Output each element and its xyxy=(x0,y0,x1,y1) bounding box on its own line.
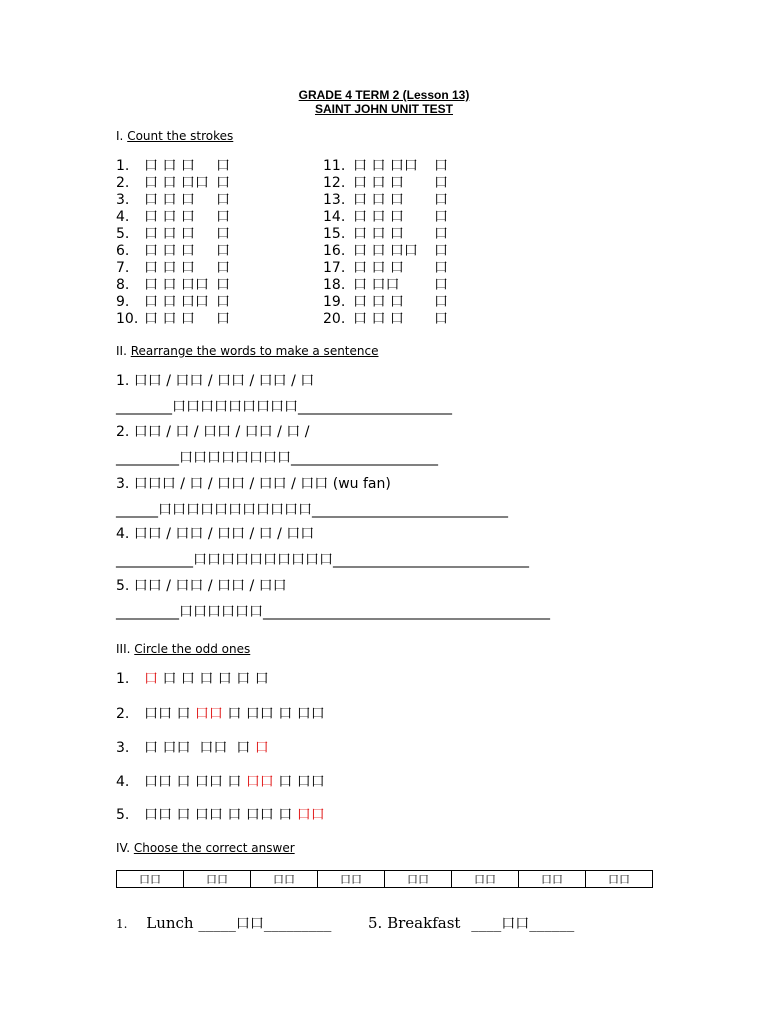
stroke-item-number: 13. xyxy=(323,192,346,208)
stroke-item xyxy=(116,226,356,242)
odd-one-item xyxy=(116,774,325,790)
stroke-count-box[interactable]: 口 xyxy=(216,243,230,259)
answer-blank-prefix[interactable]: ___________ xyxy=(116,552,193,568)
section4-numeral: IV. xyxy=(116,841,131,855)
rearrange-answer-line xyxy=(116,604,550,620)
word-bank-cell: 口口 xyxy=(385,871,452,888)
stroke-item xyxy=(323,243,563,259)
stroke-count-box[interactable]: 口 xyxy=(434,192,448,208)
stroke-count-box[interactable]: 口 xyxy=(216,175,230,191)
stroke-item xyxy=(323,192,563,208)
answer-blank-prefix[interactable]: ______ xyxy=(116,502,158,518)
stroke-count-box[interactable]: 口 xyxy=(434,294,448,310)
stroke-item xyxy=(116,209,356,225)
word-bank-cell: 口口 xyxy=(318,871,385,888)
stroke-item-number: 17. xyxy=(323,260,346,276)
rearrange-words: 4. 口口 / 口口 / 口口 / 口 / 口口 xyxy=(116,526,315,542)
odd-answer[interactable]: 口口 xyxy=(245,774,274,790)
stroke-item-number: 12. xyxy=(323,175,346,191)
odd-option-group[interactable]: 口 口口 口 口口 xyxy=(222,706,325,722)
answer-blank-suffix[interactable]: _________________________________________ xyxy=(263,604,550,620)
test-title-line2: SAINT JOHN UNIT TEST xyxy=(314,102,453,116)
stroke-item-chars: 口 口 口 xyxy=(144,243,195,259)
stroke-count-box[interactable]: 口 xyxy=(216,294,230,310)
question-label: Breakfast xyxy=(387,914,461,932)
question-number: 1. xyxy=(116,917,128,931)
answer-hint: 口口口口口口 xyxy=(179,604,263,620)
section3-numeral: III. xyxy=(116,642,131,656)
odd-option-group[interactable]: 口 口 口 口 口 口 xyxy=(158,671,269,687)
stroke-item-number: 4. xyxy=(116,209,130,225)
answer-blank-suffix[interactable]: _____________________ xyxy=(291,450,438,466)
stroke-item-chars: 口 口 口口 xyxy=(353,158,418,174)
stroke-item xyxy=(116,260,356,276)
section1-heading xyxy=(116,129,233,143)
stroke-item-chars: 口 口 口口 xyxy=(353,243,418,259)
odd-option-group[interactable]: 口口 口 xyxy=(144,706,195,722)
stroke-item xyxy=(323,175,563,191)
odd-one-item xyxy=(116,706,325,722)
stroke-item-number: 19. xyxy=(323,294,346,310)
question-1 xyxy=(116,913,331,933)
stroke-item-number: 9. xyxy=(116,294,130,310)
stroke-item-number: 11. xyxy=(323,158,346,174)
odd-one-item xyxy=(116,807,325,823)
odd-one-number: 5. xyxy=(116,807,130,823)
stroke-item-number: 1. xyxy=(116,158,130,174)
stroke-item-number: 5. xyxy=(116,226,130,242)
stroke-item-number: 3. xyxy=(116,192,130,208)
section3-title: Circle the odd ones xyxy=(134,642,251,656)
stroke-item-chars: 口 口 口口 xyxy=(144,277,209,293)
stroke-count-box[interactable]: 口 xyxy=(434,175,448,191)
stroke-item-chars: 口 口 口 xyxy=(353,192,404,208)
stroke-item-number: 14. xyxy=(323,209,346,225)
stroke-item-number: 15. xyxy=(323,226,346,242)
odd-answer[interactable]: 口口 xyxy=(296,807,325,823)
stroke-item-chars: 口 口 口 xyxy=(144,209,195,225)
odd-one-number: 2. xyxy=(116,706,130,722)
word-bank-cell: 口口 xyxy=(184,871,251,888)
odd-option-group[interactable]: 口口 口 口口 口 xyxy=(144,774,246,790)
question-label: Lunch xyxy=(146,914,194,932)
stroke-count-box[interactable]: 口 xyxy=(434,158,448,174)
stroke-item xyxy=(116,158,356,174)
odd-answer[interactable]: 口 xyxy=(144,671,158,687)
answer-blank-suffix[interactable]: ______________________ xyxy=(298,399,452,415)
stroke-item-number: 7. xyxy=(116,260,130,276)
stroke-item-number: 20. xyxy=(323,311,346,327)
odd-one-item xyxy=(116,671,269,687)
rearrange-words: 3. 口口口 / 口 / 口口 / 口口 / 口口 (wu fan) xyxy=(116,476,391,492)
stroke-count-box[interactable]: 口 xyxy=(216,226,230,242)
stroke-item-chars: 口 口 口口 xyxy=(144,175,209,191)
stroke-count-box[interactable]: 口 xyxy=(434,260,448,276)
word-bank-cell: 口口 xyxy=(251,871,318,888)
stroke-item-number: 2. xyxy=(116,175,130,191)
answer-hint: 口口口口口口口口 xyxy=(179,450,291,466)
word-bank-cell: 口口 xyxy=(586,871,653,888)
stroke-item xyxy=(116,294,356,310)
stroke-item xyxy=(323,294,563,310)
stroke-item-chars: 口 口 口 xyxy=(353,260,404,276)
stroke-count-box[interactable]: 口 xyxy=(216,158,230,174)
rearrange-words: 2. 口口 / 口 / 口口 / 口口 / 口 / xyxy=(116,424,310,440)
answer-blank-prefix[interactable]: _____ xyxy=(198,914,236,932)
answer-text: 口口 xyxy=(501,916,530,932)
answer-blank-suffix[interactable]: ____________________________ xyxy=(312,502,508,518)
stroke-item xyxy=(323,311,563,327)
question-5 xyxy=(368,913,574,933)
answer-text: 口口 xyxy=(235,916,264,932)
odd-option-group[interactable]: 口口 口 口口 口 口口 口 xyxy=(144,807,297,823)
stroke-count-box[interactable]: 口 xyxy=(434,311,448,327)
rearrange-answer-line xyxy=(116,502,508,518)
stroke-item-chars: 口 口 口 xyxy=(353,209,404,225)
word-bank-cell: 口口 xyxy=(117,871,184,888)
stroke-item-chars: 口 口 口 xyxy=(144,158,195,174)
answer-hint: 口口口口口口口口口 xyxy=(172,399,298,415)
answer-hint: 口口口口口口口口口口口 xyxy=(158,502,312,518)
stroke-item-number: 8. xyxy=(116,277,130,293)
stroke-item xyxy=(323,209,563,225)
question-number: 5. xyxy=(368,914,383,932)
stroke-item xyxy=(116,277,356,293)
answer-blank-suffix[interactable]: ____________________________ xyxy=(333,552,529,568)
stroke-item-chars: 口 口 口 xyxy=(353,226,404,242)
stroke-count-box[interactable]: 口 xyxy=(434,277,448,293)
stroke-item-chars: 口 口 口 xyxy=(353,294,404,310)
answer-blank-suffix[interactable]: _________ xyxy=(263,914,332,932)
stroke-count-box[interactable]: 口 xyxy=(434,209,448,225)
stroke-count-box[interactable]: 口 xyxy=(216,277,230,293)
stroke-item-number: 10. xyxy=(116,311,139,327)
section4-title: Choose the correct answer xyxy=(133,841,295,855)
section1-numeral: I. xyxy=(116,129,124,143)
odd-answer[interactable]: 口 xyxy=(254,740,269,756)
stroke-item-chars: 口 口 口 xyxy=(144,311,195,327)
stroke-item-number: 6. xyxy=(116,243,130,259)
section2-heading xyxy=(116,344,378,358)
odd-answer[interactable]: 口口 xyxy=(194,706,223,722)
word-bank-cell: 口口 xyxy=(452,871,519,888)
stroke-item-chars: 口 口 口 xyxy=(144,192,195,208)
stroke-count-box[interactable]: 口 xyxy=(216,209,230,225)
stroke-item-chars: 口 口 口 xyxy=(144,260,195,276)
stroke-item xyxy=(116,311,356,327)
stroke-item-number: 16. xyxy=(323,243,346,259)
answer-blank-suffix[interactable]: ______ xyxy=(529,914,575,932)
word-bank-table xyxy=(116,870,653,888)
odd-one-number: 4. xyxy=(116,774,130,790)
answer-blank-prefix[interactable]: _________ xyxy=(116,604,179,620)
stroke-count-box[interactable]: 口 xyxy=(216,192,230,208)
stroke-item-chars: 口 口 口口 xyxy=(144,294,209,310)
section2-title: Rearrange the words to make a sentence xyxy=(130,344,379,358)
rearrange-answer-line xyxy=(116,399,452,415)
rearrange-answer-line xyxy=(116,552,529,568)
stroke-count-box[interactable]: 口 xyxy=(434,243,448,259)
stroke-count-box[interactable]: 口 xyxy=(216,260,230,276)
stroke-item-chars: 口 口 口 xyxy=(144,226,195,242)
answer-blank-prefix[interactable]: _________ xyxy=(116,450,179,466)
rearrange-words: 1. 口口 / 口口 / 口口 / 口口 / 口 xyxy=(116,373,315,389)
rearrange-answer-line xyxy=(116,450,438,466)
answer-blank-prefix[interactable]: ____ xyxy=(471,914,502,932)
answer-blank-prefix[interactable]: ________ xyxy=(116,399,172,415)
word-bank-cell: 口口 xyxy=(519,871,586,888)
odd-one-number: 3. xyxy=(116,740,130,756)
word-bank-row xyxy=(117,871,653,888)
stroke-item-number: 18. xyxy=(323,277,346,293)
odd-option-group[interactable]: 口 口口 xyxy=(273,774,325,790)
stroke-item-chars: 口 口 口 xyxy=(353,175,404,191)
stroke-item-chars: 口 口 口 xyxy=(353,311,404,327)
stroke-item xyxy=(116,243,356,259)
test-title-line1: GRADE 4 TERM 2 (Lesson 13) xyxy=(298,88,470,102)
stroke-item xyxy=(116,192,356,208)
stroke-count-box[interactable]: 口 xyxy=(216,311,230,327)
rearrange-words: 5. 口口 / 口口 / 口口 / 口口 xyxy=(116,578,287,594)
stroke-item xyxy=(323,260,563,276)
answer-hint: 口口口口口口口口口口 xyxy=(193,552,333,568)
section3-heading xyxy=(116,642,250,656)
section1-title: Count the strokes xyxy=(127,129,234,143)
odd-option-group[interactable]: 口 口口 口口 口 xyxy=(144,740,255,756)
odd-one-number: 1. xyxy=(116,671,130,687)
stroke-item xyxy=(323,226,563,242)
stroke-item xyxy=(116,175,356,191)
stroke-item-chars: 口 口口 xyxy=(353,277,400,293)
stroke-item xyxy=(323,277,563,293)
section4-heading xyxy=(116,841,295,855)
stroke-item xyxy=(323,158,563,174)
odd-one-item xyxy=(116,740,269,756)
stroke-count-box[interactable]: 口 xyxy=(434,226,448,242)
section2-numeral: II. xyxy=(116,344,127,358)
